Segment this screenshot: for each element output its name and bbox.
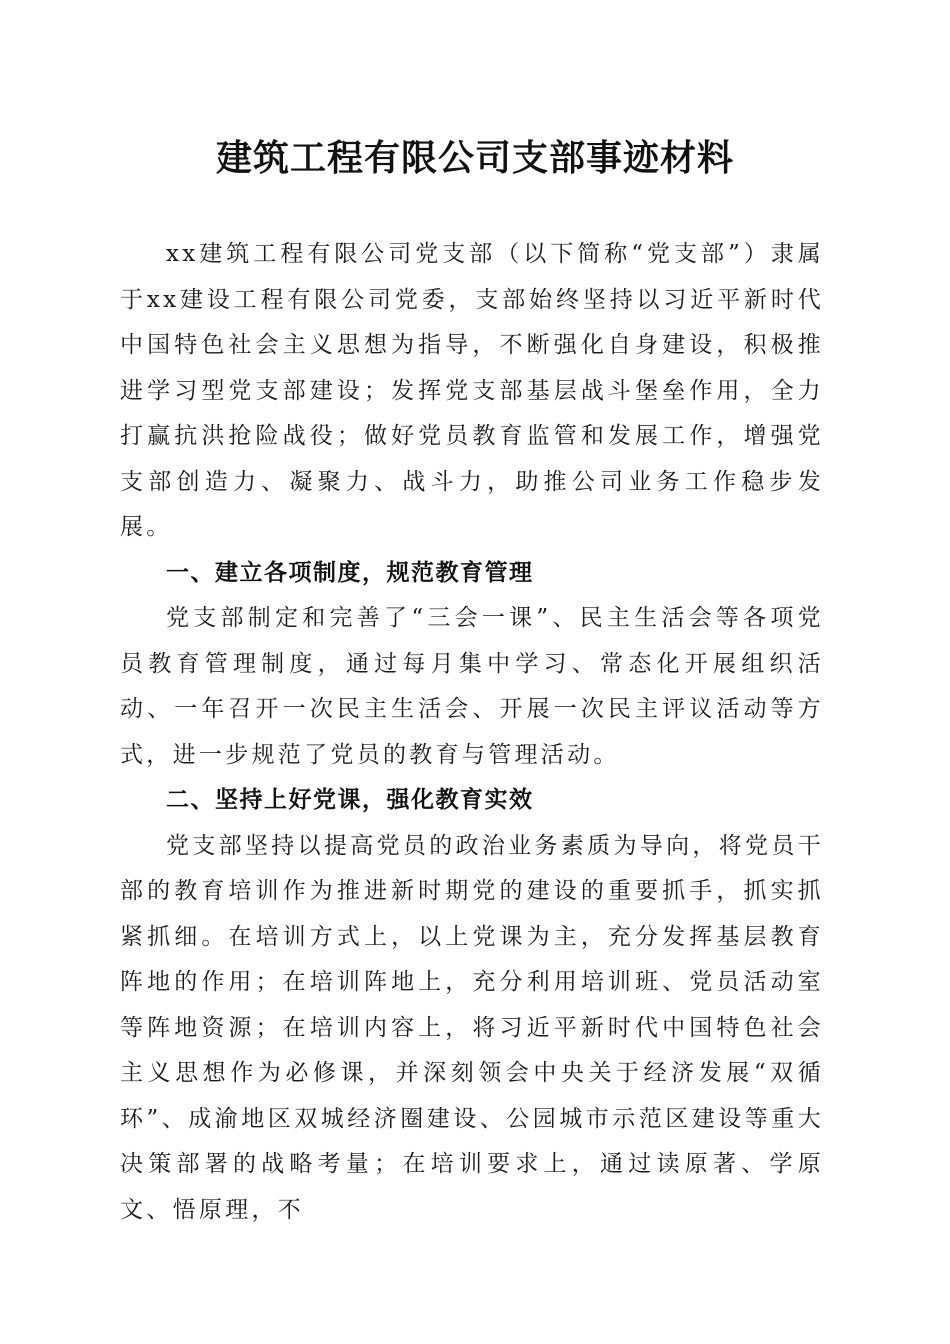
document-title: 建筑工程有限公司支部事迹材料 — [215, 137, 734, 179]
section-paragraph-2: 党支部坚持以提高党员的政治业务素质为导向，将党员干部的教育培训作为推进新时期党的建设的重要抓手，抓实抓紧抓细。在培训方式上，以上党课为主，充分发挥基层教育阵地的作用；在培训阵地上，充分利用培训班、党员活动室等阵地资源；在培训内容上，将习近平新时代中国特色社会主义思想作为必修课，并深刻领会中央关于经济发展“双循环”、成渝地区双城经济圈建设、公园城市示范区建设等重大决策部署的战略考量；在培训要求上，通过读原著、学原文、悟原理，不 — [120, 832, 824, 1223]
intro-paragraph: xx建筑工程有限公司党支部（以下简称“党支部”）隶属于xx建设工程有限公司党委，支部始终坚持以习近平新时代中国特色社会主义思想为指导，不断强化自身建设，积极推进学习型党支部建设；发挥党支部基层战斗堡垒作用，全力打赢抗洪抢险战役；做好党员教育监管和发展工作，增强党支部创造力、凝聚力、战斗力，助推公司业务工作稳步发展。 — [120, 241, 824, 540]
section-heading-2: 二、坚持上好党课，强化教育实效 — [166, 787, 534, 813]
document-body — [120, 232, 824, 1233]
section-paragraph-1: 党支部制定和完善了“三会一课”、民主生活会等各项党员教育管理制度，通过每月集中学习、常态化开展组织活动、一年召开一次民主生活会、开展一次民主评议活动等方式，进一步规范了党员的教育与管理活动。 — [120, 605, 824, 768]
section-heading-1: 一、建立各项制度，规范教育管理 — [166, 559, 534, 586]
